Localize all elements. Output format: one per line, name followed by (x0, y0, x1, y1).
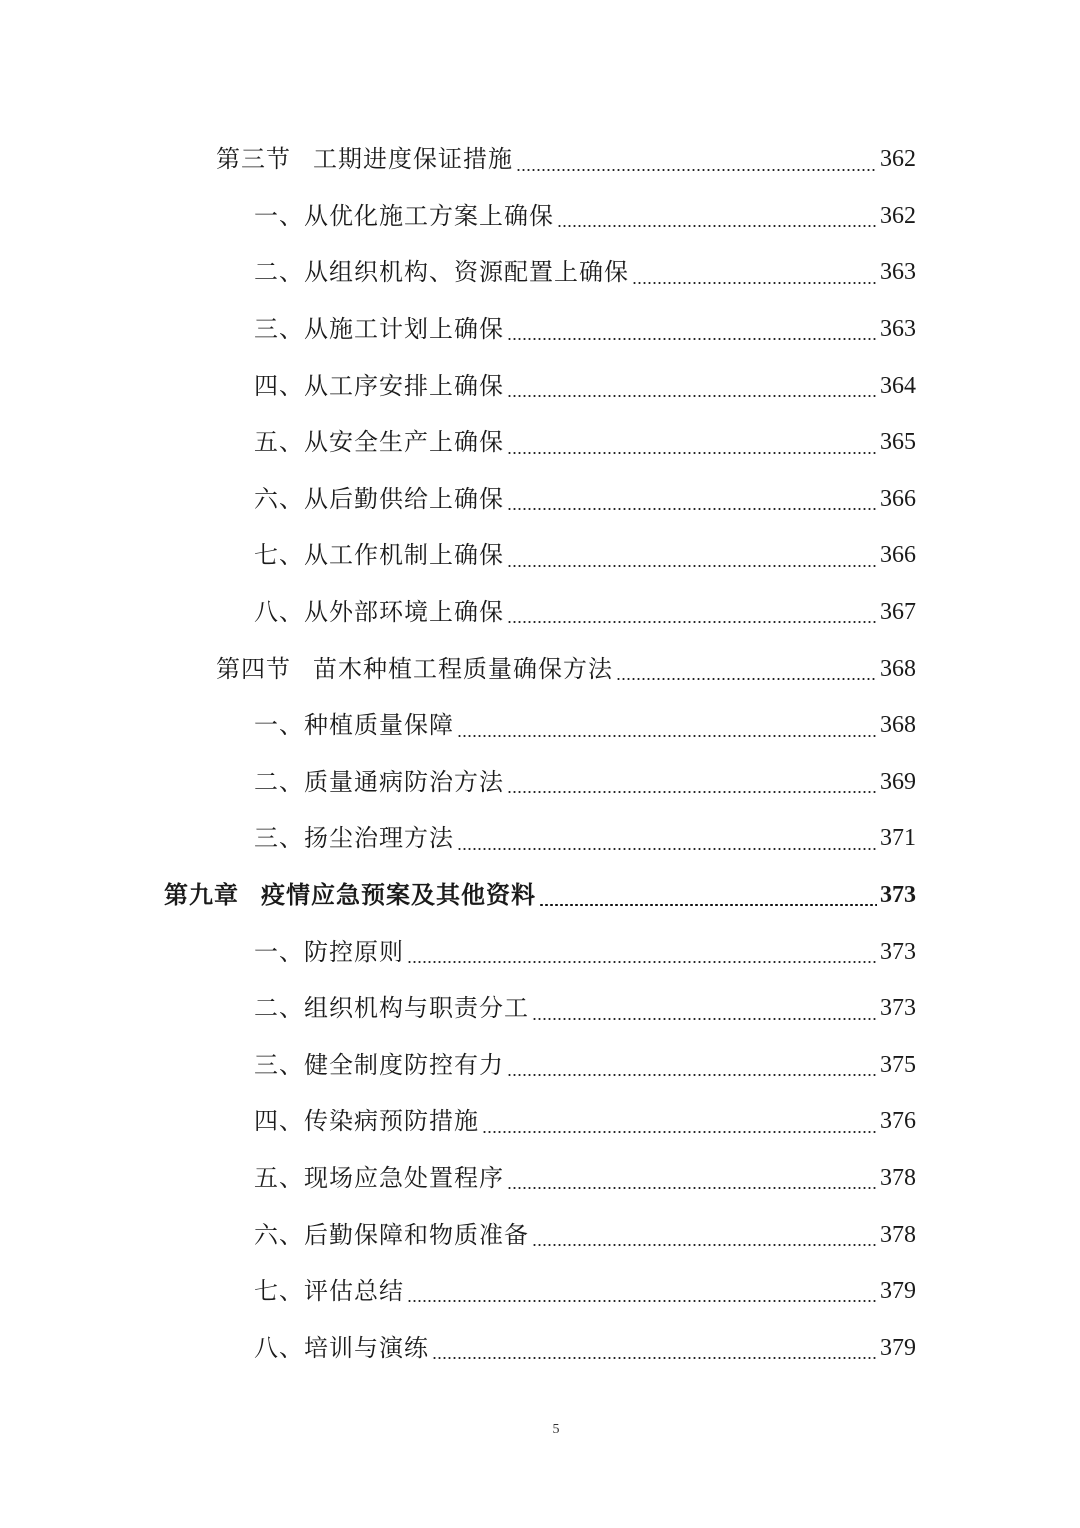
toc-entry-page: 369 (880, 768, 916, 795)
dot-leader (557, 225, 877, 227)
toc-entry-item[interactable] (0, 1206, 1080, 1263)
toc-entry-title (254, 471, 504, 527)
toc-entry-title (254, 1320, 429, 1376)
toc-entry-page: 365 (880, 429, 916, 456)
toc-entry-item[interactable] (0, 810, 1080, 867)
toc-entry-title (254, 584, 504, 640)
dot-leader (507, 338, 877, 340)
toc-entry-title (216, 131, 513, 187)
toc-entry-page: 368 (880, 655, 916, 682)
toc-entry-label: 第三节 (216, 145, 291, 174)
toc-entry-chapter[interactable] (0, 867, 1080, 924)
toc-entry-item[interactable] (0, 527, 1080, 584)
toc-entry-item[interactable] (0, 923, 1080, 980)
toc-entry-title (254, 527, 504, 583)
toc-entry-page: 363 (880, 259, 916, 286)
toc-entry-title (254, 924, 404, 980)
toc-entry-text: 五、现场应急处置程序 (254, 1163, 504, 1192)
toc-entry-text: 六、从后勤供给上确保 (254, 484, 504, 513)
toc-entry-text: 八、从外部环境上确保 (254, 598, 504, 627)
toc-entry-title (254, 358, 504, 414)
toc-entry-item[interactable] (0, 584, 1080, 641)
toc-entry-text: 二、组织机构与职责分工 (254, 994, 529, 1023)
toc-entry-title (254, 754, 504, 810)
dot-leader (457, 848, 877, 850)
toc-entry-item[interactable] (0, 1319, 1080, 1376)
toc-entry-title (254, 1093, 479, 1149)
toc-entry-text: 疫情应急预案及其他资料 (261, 880, 536, 910)
toc-entry-page: 366 (880, 485, 916, 512)
dot-leader (507, 565, 877, 567)
dot-leader (539, 904, 877, 907)
toc-entry-page: 375 (880, 1051, 916, 1078)
toc-entry-item[interactable] (0, 980, 1080, 1037)
toc-entry-page: 376 (880, 1108, 916, 1135)
toc-entry-section[interactable] (0, 131, 1080, 188)
toc-entry-title (254, 1037, 504, 1093)
toc-entry-page: 373 (880, 882, 916, 909)
toc-entry-page: 373 (880, 995, 916, 1022)
dot-leader (632, 282, 877, 284)
table-of-contents (0, 131, 1080, 1376)
toc-entry-title (254, 810, 454, 866)
toc-entry-item[interactable] (0, 414, 1080, 471)
toc-entry-item[interactable] (0, 1093, 1080, 1150)
toc-entry-page: 368 (880, 712, 916, 739)
toc-entry-title (254, 697, 454, 753)
toc-entry-item[interactable] (0, 1263, 1080, 1320)
toc-entry-item[interactable] (0, 301, 1080, 358)
toc-entry-text: 四、传染病预防措施 (254, 1107, 479, 1136)
toc-entry-text: 二、质量通病防治方法 (254, 767, 504, 796)
toc-entry-title (254, 414, 504, 470)
toc-entry-title (254, 1150, 504, 1206)
toc-entry-text: 苗木种植工程质量确保方法 (313, 654, 613, 683)
dot-leader (457, 735, 877, 737)
toc-entry-page: 367 (880, 599, 916, 626)
toc-entry-title (254, 244, 629, 300)
toc-entry-text: 三、健全制度防控有力 (254, 1050, 504, 1079)
toc-entry-item[interactable] (0, 471, 1080, 528)
dot-leader (407, 961, 877, 963)
toc-entry-text: 二、从组织机构、资源配置上确保 (254, 258, 629, 287)
toc-entry-page: 378 (880, 1164, 916, 1191)
dot-leader (516, 169, 877, 171)
dot-leader (616, 678, 877, 680)
toc-entry-page: 379 (880, 1278, 916, 1305)
toc-entry-page: 378 (880, 1221, 916, 1248)
toc-entry-text: 七、从工作机制上确保 (254, 541, 504, 570)
dot-leader (532, 1018, 877, 1020)
toc-entry-title (164, 867, 536, 923)
dot-leader (507, 395, 877, 397)
dot-leader (507, 1187, 877, 1189)
toc-entry-page: 364 (880, 372, 916, 399)
toc-entry-page: 366 (880, 542, 916, 569)
toc-entry-text: 工期进度保证措施 (313, 145, 513, 174)
toc-entry-title (254, 1263, 404, 1319)
dot-leader (507, 1074, 877, 1076)
toc-entry-text: 一、防控原则 (254, 937, 404, 966)
toc-entry-title (254, 1207, 529, 1263)
toc-entry-title (254, 301, 504, 357)
dot-leader (532, 1244, 877, 1246)
toc-entry-text: 一、从优化施工方案上确保 (254, 201, 554, 230)
toc-entry-section[interactable] (0, 640, 1080, 697)
toc-entry-item[interactable] (0, 754, 1080, 811)
toc-entry-title (216, 641, 613, 697)
toc-entry-item[interactable] (0, 357, 1080, 414)
toc-entry-item[interactable] (0, 1150, 1080, 1207)
toc-entry-page: 373 (880, 938, 916, 965)
dot-leader (507, 621, 877, 623)
dot-leader (482, 1131, 877, 1133)
dot-leader (507, 791, 877, 793)
dot-leader (432, 1357, 877, 1359)
toc-entry-page: 362 (880, 146, 916, 173)
toc-entry-page: 363 (880, 316, 916, 343)
toc-entry-item[interactable] (0, 244, 1080, 301)
toc-entry-item[interactable] (0, 1037, 1080, 1094)
toc-entry-title (254, 188, 554, 244)
toc-entry-label: 第九章 (164, 880, 239, 910)
toc-entry-text: 七、评估总结 (254, 1277, 404, 1306)
dot-leader (507, 508, 877, 510)
toc-entry-text: 六、后勤保障和物质准备 (254, 1220, 529, 1249)
toc-entry-text: 一、种植质量保障 (254, 711, 454, 740)
toc-entry-text: 三、扬尘治理方法 (254, 824, 454, 853)
dot-leader (507, 452, 877, 454)
toc-entry-page: 371 (880, 825, 916, 852)
toc-entry-text: 五、从安全生产上确保 (254, 428, 504, 457)
dot-leader (407, 1300, 877, 1302)
toc-entry-page: 379 (880, 1334, 916, 1361)
page-number: 5 (552, 1422, 560, 1437)
toc-entry-text: 三、从施工计划上确保 (254, 315, 504, 344)
toc-entry-text: 四、从工序安排上确保 (254, 371, 504, 400)
toc-entry-title (254, 980, 529, 1036)
toc-entry-item[interactable] (0, 697, 1080, 754)
toc-entry-item[interactable] (0, 188, 1080, 245)
toc-entry-label: 第四节 (216, 654, 291, 683)
toc-entry-text: 八、培训与演练 (254, 1333, 429, 1362)
toc-entry-page: 362 (880, 202, 916, 229)
